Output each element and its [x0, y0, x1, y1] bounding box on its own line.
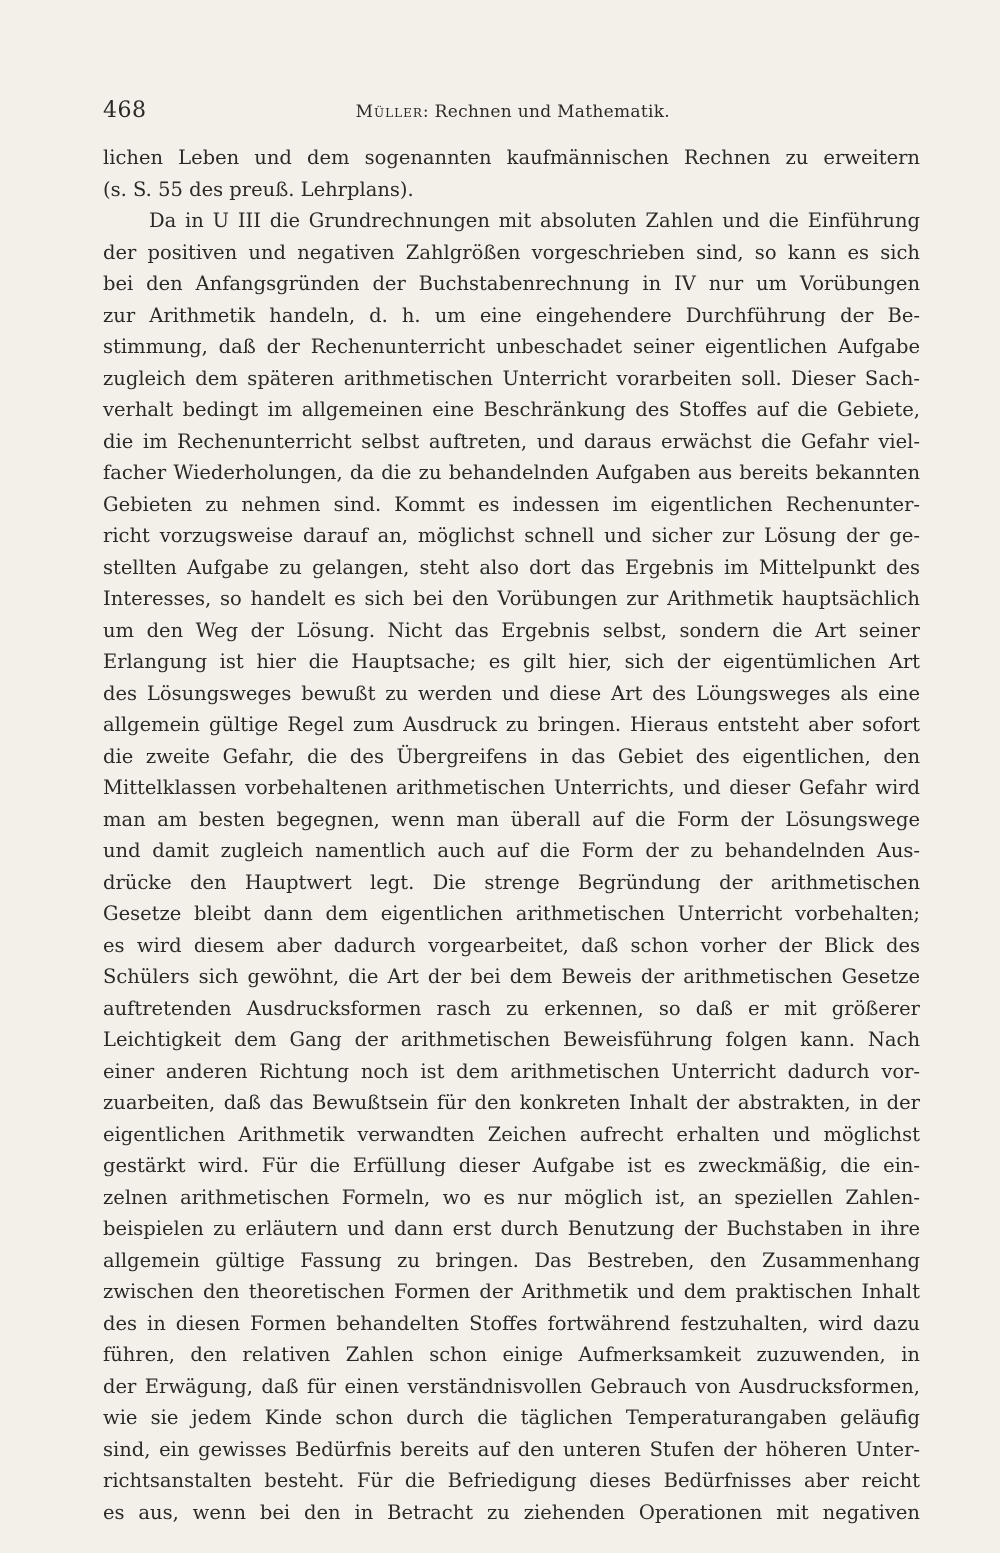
text-line: zwischen den theoretischen Formen der Arithmetik und dem praktischen Inhalt: [103, 1280, 920, 1303]
text-line: des Lösungsweges bewußt zu werden und diese Art des Löungsweges als eine: [103, 681, 920, 705]
page-number: 468: [103, 98, 147, 123]
text-line: Leichtigkeit dem Gang der arithmetischen Beweisführung folgen kann. Nach: [103, 1028, 920, 1051]
text-line: eigentlichen Arithmetik verwandten Zeichen aufrecht erhalten und möglichst: [103, 1122, 920, 1146]
text-line: die zweite Gefahr, die des Übergreifens in das Gebiet des eigentlichen, den: [103, 744, 920, 768]
text-line: zur Arithmetik handeln, d. h. um eine eingehendere Durchführung der Be-: [103, 303, 920, 327]
text-line: drücke den Hauptwert legt. Die strenge Begründung der arithmetischen: [103, 870, 920, 894]
text-line: zuarbeiten, daß das Bewußtsein für den konkreten Inhalt der abstrakten, in der: [103, 1091, 920, 1114]
text-line: verhalt bedingt im allgemeinen eine Beschränkung des Stoffes auf die Gebiete,: [103, 398, 920, 421]
text-line: gestärkt wird. Für die Erfüllung dieser Aufgabe ist es zweckmäßig, die ein-: [103, 1154, 920, 1177]
text-line: Mittelklassen vorbehaltenen arithmetischen Unterrichts, und dieser Gefahr wird: [103, 776, 920, 799]
text-line: facher Wiederholungen, da die zu behandelnden Aufgaben aus bereits bekannten: [103, 461, 920, 484]
text-line: (s. S. 55 des preuß. Lehrplans).: [103, 177, 414, 201]
text-line: zugleich dem späteren arithmetischen Unterricht vorarbeiten soll. Dieser Sach-: [103, 366, 920, 390]
text-line: stellten Aufgabe zu gelangen, steht also dort das Ergebnis im Mittelpunkt des: [103, 555, 920, 579]
text-line: richt vorzugsweise darauf an, möglichst schnell und sicher zur Lösung der ge-: [103, 524, 920, 547]
text-line: führen, den relativen Zahlen schon einige Aufmerksamkeit zuzuwenden, in: [103, 1343, 920, 1366]
text-line: sind, ein gewisses Bedürfnis bereits auf den unteren Stufen der höheren Unter-: [103, 1437, 920, 1461]
text-line: Interesses, so handelt es sich bei den Vorübungen zur Arithmetik hauptsächlich: [103, 587, 920, 610]
text-line: und damit zugleich namentlich auch auf die Form der zu behandelnden Aus-: [103, 839, 920, 862]
text-line: auftretenden Ausdrucksformen rasch zu erkennen, so daß er mit größerer: [103, 996, 920, 1020]
text-line: Gesetze bleibt dann dem eigentlichen arithmetischen Unterricht vorbehalten;: [103, 902, 920, 925]
text-line: zelnen arithmetischen Formeln, wo es nur möglich ist, an speziellen Zahlen-: [103, 1185, 920, 1209]
text-line: Da in U III die Grundrechnungen mit absoluten Zahlen und die Einführung: [149, 209, 920, 232]
running-head-author: Müller: [355, 102, 423, 122]
text-line: Erlangung ist hier die Hauptsache; es gilt hier, sich der eigentümlichen Art: [103, 650, 920, 673]
running-head-title: : Rechnen und Mathematik.: [422, 102, 670, 122]
text-line: der Erwägung, daß für einen verständnisvollen Gebrauch von Ausdrucksformen,: [103, 1374, 920, 1398]
text-line: um den Weg der Lösung. Nicht das Ergebnis selbst, sondern die Art seiner: [103, 618, 920, 642]
text-line: der positiven und negativen Zahlgrößen vorgeschrieben sind, so kann es sich: [103, 240, 920, 264]
text-line: allgemein gültige Regel zum Ausdruck zu bringen. Hieraus entsteht aber sofort: [103, 713, 920, 736]
text-line: richtsanstalten besteht. Für die Befriedigung dieses Bedürfnisses aber reicht: [103, 1469, 920, 1492]
text-line: man am besten begegnen, wenn man überall auf die Form der Lösungswege: [103, 807, 920, 831]
text-line: Gebieten zu nehmen sind. Kommt es indessen im eigentlichen Rechenunter-: [103, 492, 920, 516]
text-line: stimmung, daß der Rechenunterricht unbeschadet seiner eigentlichen Aufgabe: [103, 335, 920, 358]
text-line: lichen Leben und dem sogenannten kaufmännischen Rechnen zu erweitern: [103, 146, 920, 169]
text-line: die im Rechenunterricht selbst auftreten, und daraus erwächst die Gefahr viel-: [103, 429, 920, 453]
text-line: wie sie jedem Kinde schon durch die täglichen Temperaturangaben geläufig: [103, 1406, 920, 1429]
text-line: es aus, wenn bei den in Betracht zu ziehenden Operationen mit negativen: [103, 1500, 920, 1524]
text-line: es wird diesem aber dadurch vorgearbeitet, daß schon vorher der Blick des: [103, 933, 920, 957]
text-line: des in diesen Formen behandelten Stoffes fortwährend festzuhalten, wird dazu: [103, 1311, 920, 1335]
text-line: bei den Anfangsgründen der Buchstabenrechnung in IV nur um Vorübungen: [103, 272, 920, 295]
text-line: einer anderen Richtung noch ist dem arithmetischen Unterricht dadurch vor-: [103, 1059, 920, 1083]
body-text: [103, 142, 920, 1528]
text-line: allgemein gültige Fassung zu bringen. Das Bestreben, den Zusammenhang: [103, 1248, 920, 1272]
text-line: Schülers sich gewöhnt, die Art der bei dem Beweis der arithmetischen Gesetze: [103, 965, 920, 988]
running-head: [356, 102, 670, 122]
text-line: beispielen zu erläutern und dann erst durch Benutzung der Buchstaben in ihre: [103, 1217, 920, 1240]
page-header: [103, 98, 670, 128]
